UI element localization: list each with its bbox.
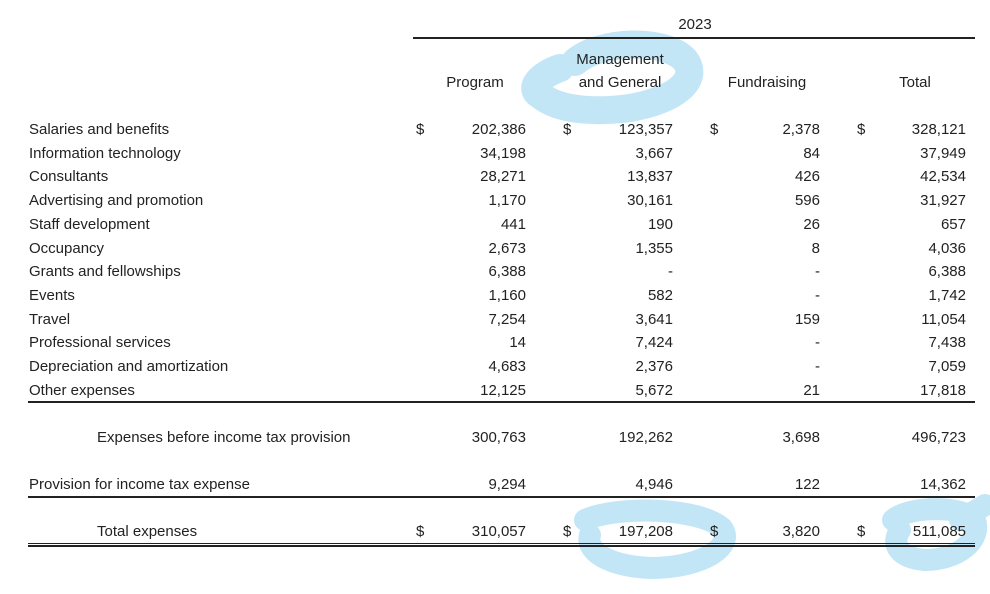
row-mgmt: 190: [647, 215, 673, 233]
row-total: 17,818: [920, 381, 966, 399]
total-row: [0, 520, 990, 544]
year-underline: [413, 37, 975, 39]
row-mgmt: 582: [647, 286, 673, 304]
row-total-currency: $: [857, 121, 866, 138]
total-fund-currency: $: [710, 523, 719, 540]
row-mgmt: 30,161: [627, 192, 673, 210]
table-row: [0, 379, 990, 403]
row-label: Events: [29, 286, 75, 304]
row-total: 42,534: [920, 168, 966, 186]
tax-fund: 122: [794, 476, 820, 493]
col-header-mgmt-line1: Management: [576, 51, 664, 68]
table-row: [0, 189, 990, 213]
col-header-total: Total: [899, 74, 931, 91]
row-fund: 26: [803, 215, 820, 233]
subtotal-row: [0, 426, 990, 450]
rule-before-total: [28, 496, 975, 498]
tax-row: [0, 473, 990, 497]
col-header-program: Program: [446, 74, 504, 91]
tax-mgmt: 4,946: [635, 476, 673, 493]
subtotal-fund: 3,698: [782, 429, 820, 446]
row-program: 4,683: [488, 358, 526, 375]
row-program: 12,125: [480, 381, 526, 399]
row-fund-currency: $: [710, 121, 719, 138]
subtotal-mgmt: 192,262: [618, 429, 673, 446]
row-label: Salaries and benefits: [29, 121, 170, 138]
row-mgmt: 13,837: [627, 168, 673, 186]
row-program: 7,254: [488, 310, 526, 328]
subtotal-total: 496,723: [911, 429, 966, 446]
row-total: 657: [940, 215, 966, 233]
row-label: Information technology: [29, 144, 181, 162]
tax-label: Provision for income tax expense: [29, 476, 250, 493]
row-program: 34,198: [480, 144, 526, 162]
total-program: 310,057: [471, 523, 526, 540]
row-mgmt: 1,355: [635, 239, 673, 257]
total-mgmt: 197,208: [618, 523, 673, 540]
table-row: [0, 142, 990, 166]
row-fund: 84: [803, 144, 820, 162]
row-mgmt: -: [668, 263, 673, 281]
row-fund: 596: [794, 192, 820, 210]
table-row: [0, 118, 990, 142]
row-mgmt: 123,357: [618, 121, 673, 138]
row-total: 11,054: [921, 310, 966, 328]
double-rule-top: [28, 543, 975, 544]
row-fund: 159: [794, 310, 820, 328]
row-program: 1,170: [488, 192, 526, 210]
row-fund: -: [815, 263, 820, 281]
row-fund: 426: [794, 168, 820, 186]
subtotal-label: Expenses before income tax provision: [97, 429, 351, 446]
row-label: Consultants: [29, 168, 109, 186]
row-mgmt: 3,667: [635, 144, 673, 162]
col-header-mgmt-line2: and General: [578, 74, 662, 91]
row-program-currency: $: [416, 121, 425, 138]
row-program: 14: [509, 334, 526, 352]
row-mgmt: 2,376: [635, 358, 673, 375]
row-total: 7,438: [928, 334, 966, 352]
row-mgmt: 7,424: [635, 334, 673, 352]
total-mgmt-currency: $: [563, 523, 572, 540]
row-label: Staff development: [29, 215, 150, 233]
row-program: 202,386: [471, 121, 526, 138]
tax-program: 9,294: [488, 476, 526, 493]
row-total: 1,742: [928, 286, 966, 304]
row-fund: 8: [811, 239, 820, 257]
double-rule-bottom: [28, 545, 975, 547]
table-row: [0, 213, 990, 237]
row-mgmt: 5,672: [635, 381, 673, 399]
row-label: Other expenses: [29, 381, 135, 399]
row-label: Travel: [29, 310, 71, 328]
row-total: 4,036: [928, 239, 966, 257]
row-label: Professional services: [29, 334, 171, 352]
row-total: 6,388: [928, 263, 966, 281]
total-label: Total expenses: [97, 523, 198, 540]
row-label: Depreciation and amortization: [29, 358, 229, 375]
row-label: Grants and fellowships: [29, 263, 181, 281]
row-fund: -: [815, 286, 820, 304]
row-fund: -: [815, 334, 820, 352]
row-program: 6,388: [488, 263, 526, 281]
table-row: [0, 331, 990, 355]
row-program: 441: [500, 215, 526, 233]
table-row: [0, 308, 990, 332]
subtotal-program: 300,763: [471, 429, 526, 446]
total-total: 511,085: [912, 523, 966, 540]
rule-after-items: [28, 401, 975, 403]
row-label: Occupancy: [29, 239, 105, 257]
table-row: [0, 237, 990, 261]
total-total-currency: $: [857, 523, 866, 540]
row-total: 328,121: [911, 121, 966, 138]
row-total: 7,059: [928, 358, 966, 375]
table-row: [0, 284, 990, 308]
tax-total: 14,362: [920, 476, 966, 493]
year-heading: 2023: [678, 16, 712, 33]
row-fund: 2,378: [782, 121, 820, 138]
row-label: Advertising and promotion: [29, 192, 204, 210]
row-fund: -: [815, 358, 820, 375]
row-mgmt: 3,641: [635, 310, 673, 328]
row-total: 37,949: [920, 144, 966, 162]
row-total: 31,927: [920, 192, 966, 210]
row-fund: 21: [803, 381, 820, 399]
row-program: 1,160: [488, 286, 526, 304]
row-mgmt-currency: $: [563, 121, 572, 138]
col-header-fundraising: Fundraising: [727, 74, 807, 91]
table-row: [0, 260, 990, 284]
total-program-currency: $: [416, 523, 425, 540]
table-row: [0, 165, 990, 189]
row-program: 28,271: [480, 168, 526, 186]
row-program: 2,673: [488, 239, 526, 257]
total-fund: 3,820: [782, 523, 820, 540]
table-row: [0, 355, 990, 379]
